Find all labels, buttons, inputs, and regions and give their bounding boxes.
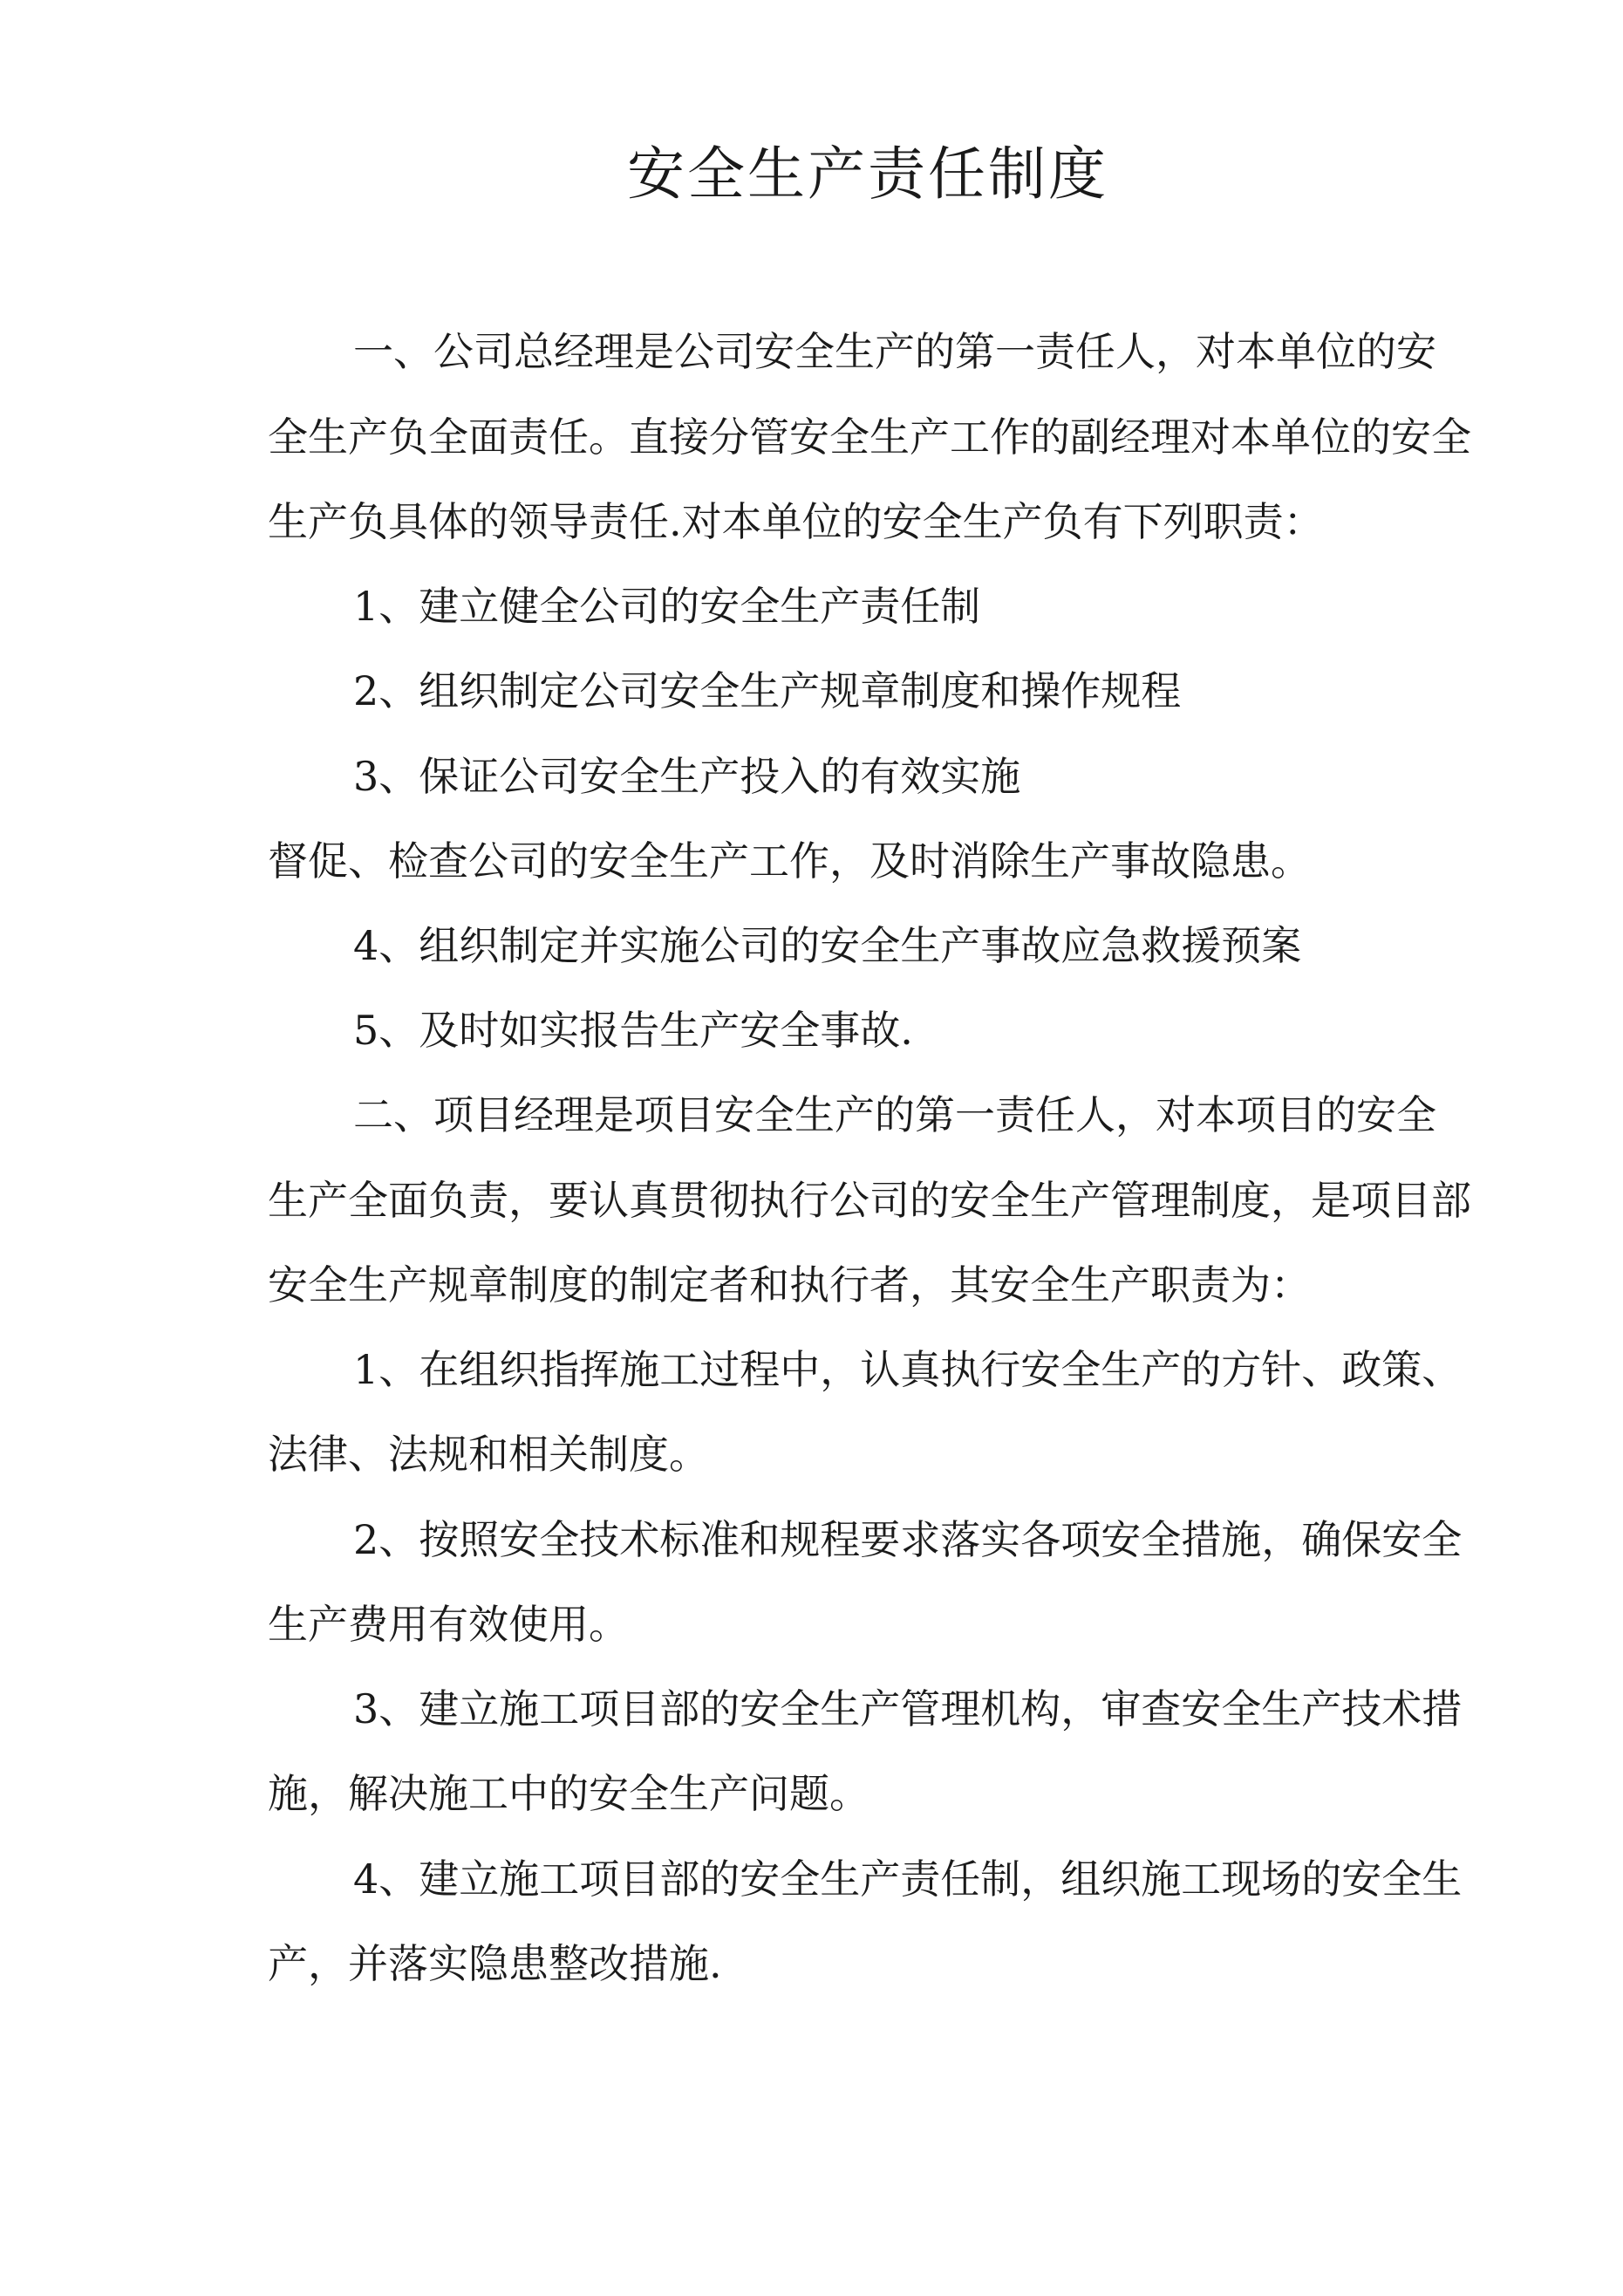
paragraph-line: 3、建立施工项目部的安全生产管理机构，审查安全生产技术措	[353, 1685, 1463, 1732]
paragraph-line: 2、组织制定公司安全生产规章制度和操作规程	[353, 667, 1182, 714]
paragraph-line: 全生产负全面责任。直接分管安全生产工作的副经理对本单位的安全	[268, 413, 1471, 461]
paragraph-line: 5、及时如实报告生产安全事故.	[353, 1007, 913, 1054]
paragraph-line: 4、建立施工项目部的安全生产责任制，组织施工现场的安全生	[353, 1855, 1463, 1903]
paragraph-line: 1、建立健全公司的安全生产责任制	[353, 583, 981, 630]
paragraph-line: 安全生产规章制度的制定者和执行者，其安全生产职责为：	[268, 1261, 1311, 1309]
paragraph-line: 一、公司总经理是公司安全生产的第一责任人，对本单位的安	[353, 328, 1436, 375]
paragraph-line: 4、组织制定并实施公司的安全生产事故应急救援预案	[353, 922, 1302, 969]
paragraph-line: 产，并落实隐患整改措施.	[268, 1940, 722, 1987]
paragraph-line: 3、保证公司安全生产投入的有效实施	[353, 753, 1021, 800]
paragraph-line: 二、项目经理是项目安全生产的第一责任人，对本项目的安全	[353, 1091, 1436, 1138]
paragraph-line: 生产负具体的领导责任.对本单位的安全生产负有下列职责：	[268, 498, 1324, 545]
paragraph-line: 督促、检查公司的安全生产工作，及时消除生产事故隐患。	[268, 837, 1311, 885]
paragraph-line: 生产费用有效使用。	[268, 1601, 629, 1648]
paragraph-line: 法律、法规和相关制度。	[268, 1431, 709, 1478]
paragraph-line: 施，解决施工中的安全生产问题。	[268, 1770, 869, 1817]
paragraph-line: 2、按照安全技术标准和规程要求落实各项安全措施，确保安全	[353, 1516, 1463, 1563]
paragraph-line: 1、在组织指挥施工过程中，认真执行安全生产的方针、政策、	[353, 1346, 1463, 1393]
document-title: 安全生产责任制度	[627, 140, 1108, 208]
paragraph-line: 生产全面负责，要认真贯彻执行公司的安全生产管理制度，是项目部	[268, 1177, 1471, 1224]
